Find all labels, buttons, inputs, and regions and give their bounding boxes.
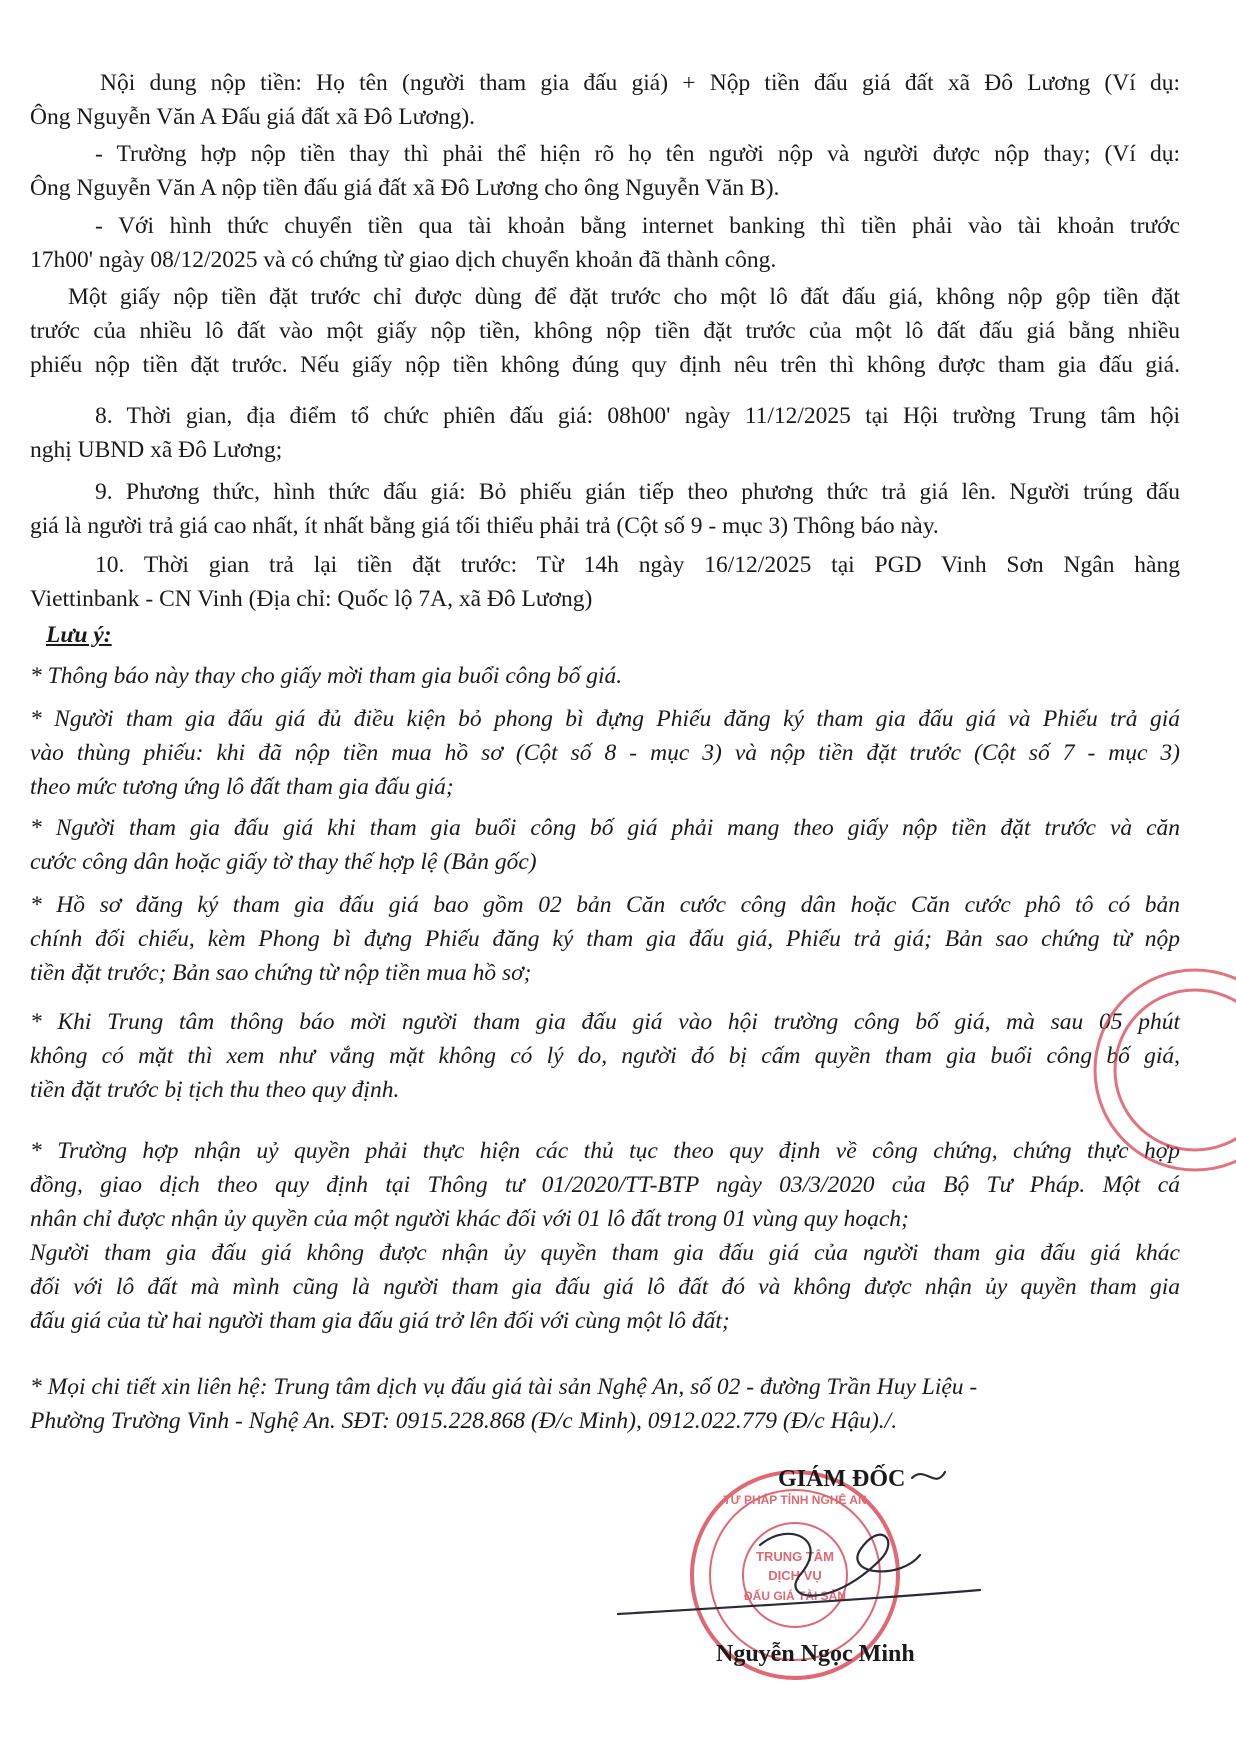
text-line: Viettinbank - CN Vinh (Địa chỉ: Quốc lộ 7A, xã Đô Lương): [30, 586, 593, 612]
text-line: Ông Nguyễn Văn A Đấu giá đất xã Đô Lương).: [30, 104, 476, 130]
text-line: * Trường hợp nhận uỷ quyền phải thực hiện các thủ tục theo quy định về công chứng, chứng thực hợp: [30, 1138, 1180, 1164]
text-line: * Mọi chi tiết xin liên hệ: Trung tâm dịch vụ đấu giá tài sản Nghệ An, số 02 - đường Trần Huy Liệu -: [30, 1374, 978, 1400]
edge-seal-icon: [1095, 970, 1236, 1170]
text-line: vào thùng phiếu: khi đã nộp tiền mua hồ sơ (Cột số 8 - mục 3) và nộp tiền đặt trước (Cột số 7 - mục 3): [30, 740, 1180, 766]
svg-text:ĐẤU GIÁ TÀI SẢN: ĐẤU GIÁ TÀI SẢN: [744, 1589, 846, 1603]
text-line: chính đối chiếu, kèm Phong bì đựng Phiếu đăng ký tham gia đấu giá, Phiếu trả giá; Bản sao chứng từ nộp: [30, 926, 1180, 952]
text-line: Phường Trường Vinh - Nghệ An. SĐT: 0915.228.868 (Đ/c Minh), 0912.022.779 (Đ/c Hậu)./.: [30, 1408, 898, 1434]
text-line: cước công dân hoặc giấy tờ thay thế hợp lệ (Bản gốc): [30, 849, 537, 875]
text-line: 9. Phương thức, hình thức đấu giá: Bỏ phiếu gián tiếp theo phương thức trả giá lên. Người trúng đấu: [95, 479, 1180, 505]
text-line: Một giấy nộp tiền đặt trước chỉ được dùng để đặt trước cho một lô đất đấu giá, không nộp gộp tiền đặt: [68, 284, 1180, 310]
text-line: Ông Nguyễn Văn A nộp tiền đấu giá đất xã Đô Lương cho ông Nguyễn Văn B).: [30, 175, 780, 201]
text-line: đấu giá của từ hai người tham gia đấu giá trở lên đối với cùng một lô đất;: [30, 1308, 730, 1334]
text-line: đối với lô đất mà mình cũng là người tham gia đấu giá lô đất đó và không được nhận ủy quyền tham gia: [30, 1274, 1180, 1300]
text-line: đồng, giao dịch theo quy định tại Thông tư 01/2020/TT-BTP ngày 03/3/2020 của Bộ Tư Pháp. Một cá: [30, 1172, 1180, 1198]
text-line: phiếu nộp tiền đặt trước. Nếu giấy nộp tiền không đúng quy định nêu trên thì không được tham gia đấu giá.: [30, 352, 1180, 378]
text-line: 8. Thời gian, địa điểm tổ chức phiên đấu giá: 08h00' ngày 11/12/2025 tại Hội trường Trung tâm hội: [95, 403, 1180, 429]
text-line: không có mặt thì xem như vắng mặt không có lý do, người đó bị cấm quyền tham gia buổi công bố giá,: [30, 1043, 1180, 1069]
text-line: nghị UBND xã Đô Lương;: [30, 437, 283, 463]
text-line: theo mức tương ứng lô đất tham gia đấu giá;: [30, 774, 454, 800]
text-line: * Hồ sơ đăng ký tham gia đấu giá bao gồm 02 bản Căn cước công dân hoặc Căn cước phô tô có bản: [30, 892, 1180, 918]
text-line: - Với hình thức chuyển tiền qua tài khoản bằng internet banking thì tiền phải vào tài khoản trước: [95, 213, 1180, 239]
text-line: * Người tham gia đấu giá đủ điều kiện bỏ phong bì đựng Phiếu đăng ký tham gia đấu giá và Phiếu trả giá: [30, 706, 1180, 732]
text-line: nhân chỉ được nhận ủy quyền của một người khác đối với 01 lô đất trong 01 vùng quy hoạch;: [30, 1206, 909, 1232]
signature-title: GIÁM ĐỐC: [778, 1466, 906, 1492]
svg-text:TRUNG TÂM: TRUNG TÂM: [756, 1549, 834, 1564]
svg-text:TƯ PHÁP TỈNH NGHỆ AN: TƯ PHÁP TỈNH NGHỆ AN: [723, 1493, 867, 1507]
text-line: Nội dung nộp tiền: Họ tên (người tham gia đấu giá) + Nộp tiền đấu giá đất xã Đô Lương (Ví dụ:: [100, 70, 1180, 96]
text-line: 17h00' ngày 08/12/2025 và có chứng từ giao dịch chuyển khoản đã thành công.: [30, 247, 777, 273]
text-line: trước của nhiều lô đất vào một giấy nộp tiền, không nộp tiền đặt trước của một lô đất đấu giá bằng nhiều: [30, 318, 1180, 344]
text-line: * Thông báo này thay cho giấy mời tham gia buổi công bố giá.: [30, 663, 623, 689]
text-line: 10. Thời gian trả lại tiền đặt trước: Từ 14h ngày 16/12/2025 tại PGD Vinh Sơn Ngân hàng: [95, 552, 1180, 578]
text-line: tiền đặt trước; Bản sao chứng từ nộp tiền mua hồ sơ;: [30, 960, 532, 986]
text-line: * Người tham gia đấu giá khi tham gia buổi công bố giá phải mang theo giấy nộp tiền đặt trước và căn: [30, 815, 1180, 841]
signer-name: Nguyễn Ngọc Minh: [716, 1641, 915, 1667]
text-line: giá là người trả giá cao nhất, ít nhất bằng giá tối thiểu phải trả (Cột số 9 - mục 3) Thông báo này.: [30, 513, 939, 539]
text-line: Người tham gia đấu giá không được nhận ủy quyền tham gia đấu giá của người tham gia đấu giá khác: [30, 1240, 1180, 1266]
note-heading: Lưu ý:: [46, 622, 112, 648]
text-line: * Khi Trung tâm thông báo mời người tham gia đấu giá vào hội trường công bố giá, mà sau 05 phút: [30, 1009, 1180, 1035]
text-line: - Trường hợp nộp tiền thay thì phải thể hiện rõ họ tên người nộp và người được nộp thay; (Ví dụ:: [95, 141, 1180, 167]
svg-text:DỊCH VỤ: DỊCH VỤ: [768, 1568, 822, 1583]
text-line: tiền đặt trước bị tịch thu theo quy định.: [30, 1077, 400, 1103]
